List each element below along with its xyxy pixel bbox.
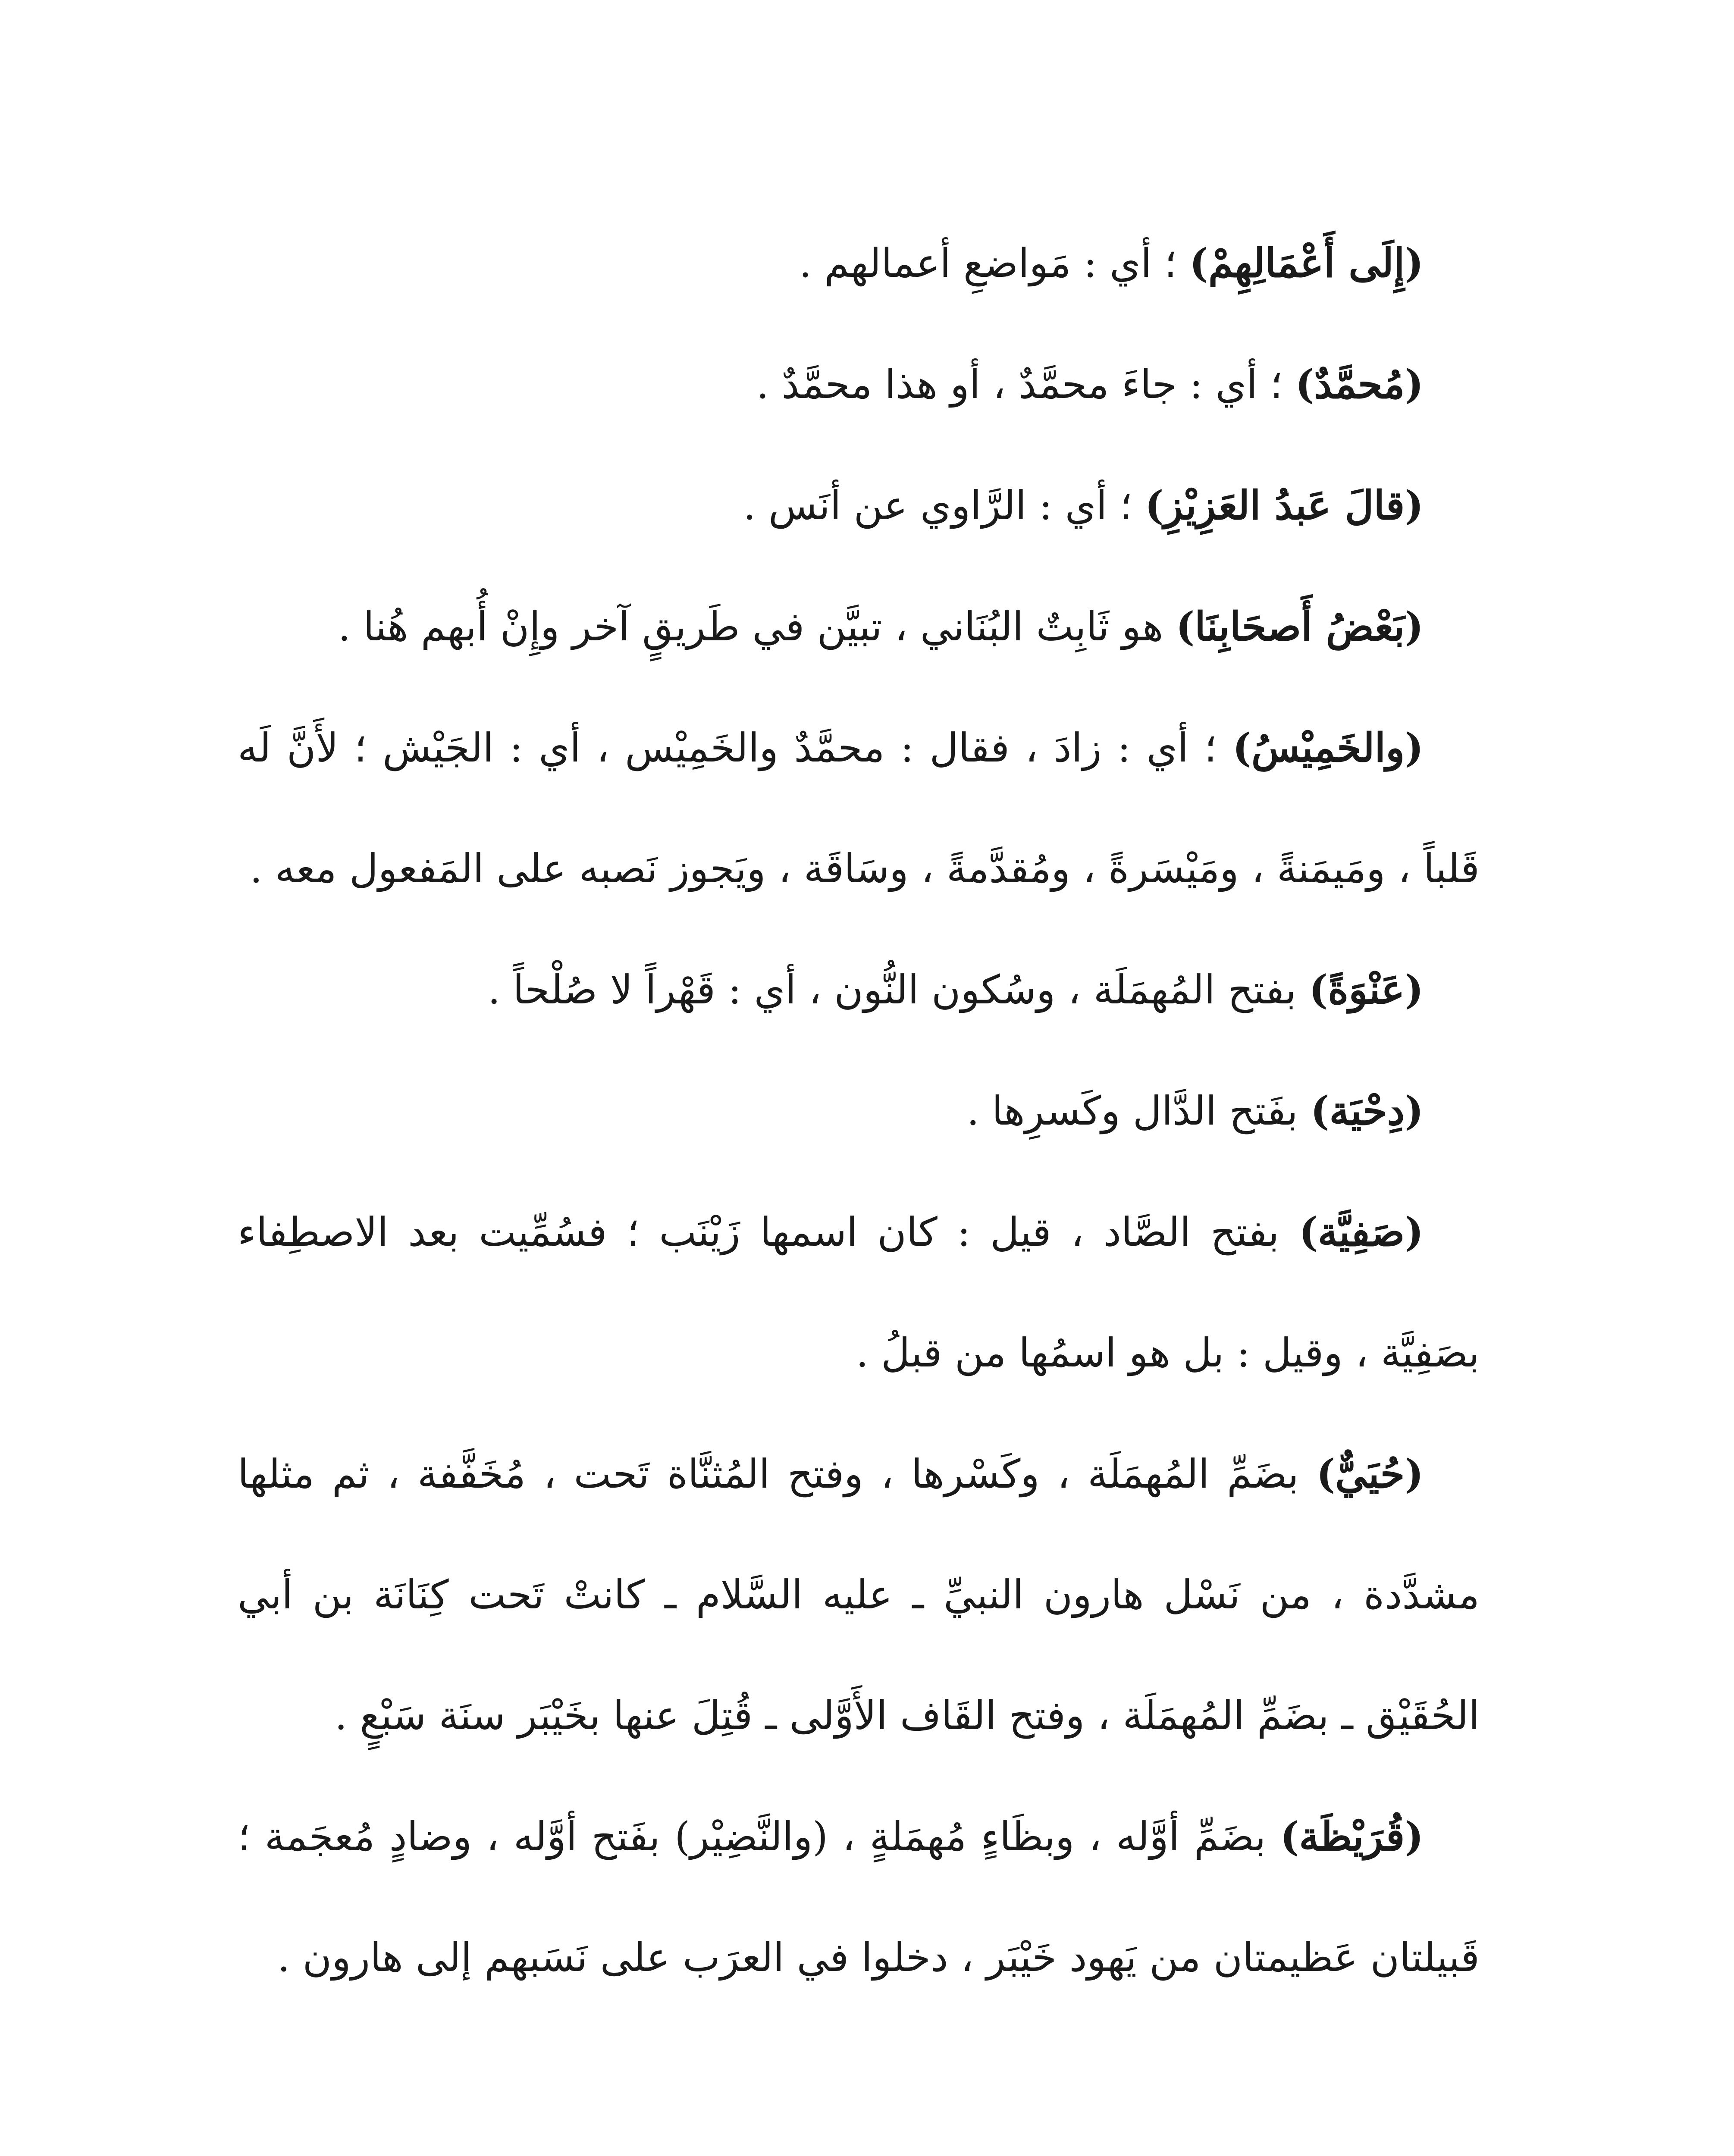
paragraph-2 xyxy=(238,324,1480,445)
glossary-term: (عَنْوَةً) xyxy=(1309,966,1424,1013)
paragraph-8 xyxy=(238,1172,1480,1413)
glossary-term: (إِلَى أَعْمَالِهِمْ) xyxy=(1189,240,1424,286)
glossary-definition: ؛ أي : الرَّاوي عن أنَس . xyxy=(743,483,1132,529)
paragraph-7 xyxy=(238,1050,1480,1172)
glossary-term: (بَعْضُ أَصحَابِنَا) xyxy=(1176,603,1424,650)
glossary-definition: ؛ أي : مَواضعِ أعمالهم . xyxy=(799,240,1177,286)
glossary-definition: بضَمِّ أوَّله ، وبظَاءٍ مُهمَلةٍ ، (والنَّضِيْر) بفَتح أوَّله ، وضادٍ مُعجَمة ؛ قَبيلتان عَظيمتان من يَهود خَيْبَر ، دخلوا في العرَب على نَسَبهم إلى هارون . xyxy=(238,1814,1480,1981)
glossary-term: (والخَمِيْسُ) xyxy=(1232,724,1424,771)
paragraph-5 xyxy=(238,687,1480,929)
paragraph-6 xyxy=(238,929,1480,1050)
glossary-definition: بفَتح الدَّال وكَسرِها . xyxy=(966,1088,1298,1134)
paragraph-4 xyxy=(238,566,1480,687)
glossary-definition: هو ثَابِتٌ البُنَاني ، تبيَّن في طَريقٍ آخر وإِنْ أُبهم هُنا . xyxy=(338,604,1163,650)
glossary-definition: بفتح المُهمَلَة ، وسُكون النُّون ، أي : قَهْراً لا صُلْحاً . xyxy=(487,967,1297,1013)
glossary-term: (حُيَيٌّ) xyxy=(1316,1451,1424,1497)
glossary-term: (صَفِيَّة) xyxy=(1299,1209,1424,1255)
paragraph-9 xyxy=(238,1413,1480,1776)
paragraph-1 xyxy=(238,203,1480,324)
body-text xyxy=(238,203,1480,2018)
glossary-definition: بضَمِّ المُهمَلَة ، وكَسْرها ، وفتح المُثنَّاة تَحت ، مُخَفَّفة ، ثم مثلها مشدَّدة ، من نَسْل هارون النبيِّ ـ عليه السَّلام ـ كانتْ تَحت كِنَانَة بن أبي الحُقَيْق ـ بضَمِّ المُهمَلَة ، وفتح القَاف الأَوَّلى ـ قُتِلَ عنها بخَيْبَر سنَة سَبْعٍ . xyxy=(238,1451,1480,1739)
glossary-definition: ؛ أي : جاءَ محمَّدٌ ، أو هذا محمَّدٌ . xyxy=(756,361,1283,407)
glossary-definition: ؛ أي : زادَ ، فقال : محمَّدٌ والخَمِيْس ، أي : الجَيْش ؛ لأَنَّ لَه قَلباً ، ومَيمَنةً ، ومَيْسَرةً ، ومُقدَّمةً ، وسَاقَة ، ويَجوز نَصبه على المَفعول معه . xyxy=(238,725,1480,892)
glossary-term: (مُحمَّدٌ) xyxy=(1295,361,1424,407)
glossary-term: (دِحْيَة) xyxy=(1311,1087,1424,1134)
paragraph-3 xyxy=(238,445,1480,566)
glossary-term: (قُرَيْظَة) xyxy=(1280,1813,1424,1860)
glossary-term: (قالَ عَبدُ العَزِيْزِ) xyxy=(1145,482,1424,529)
paragraph-10 xyxy=(238,1776,1480,2018)
glossary-definition: بفتح الصَّاد ، قيل : كان اسمها زَيْنَب ؛ فسُمِّيت بعد الاصطِفاء بصَفِيَّة ، وقيل : بل هو اسمُها من قبلُ . xyxy=(238,1209,1480,1376)
